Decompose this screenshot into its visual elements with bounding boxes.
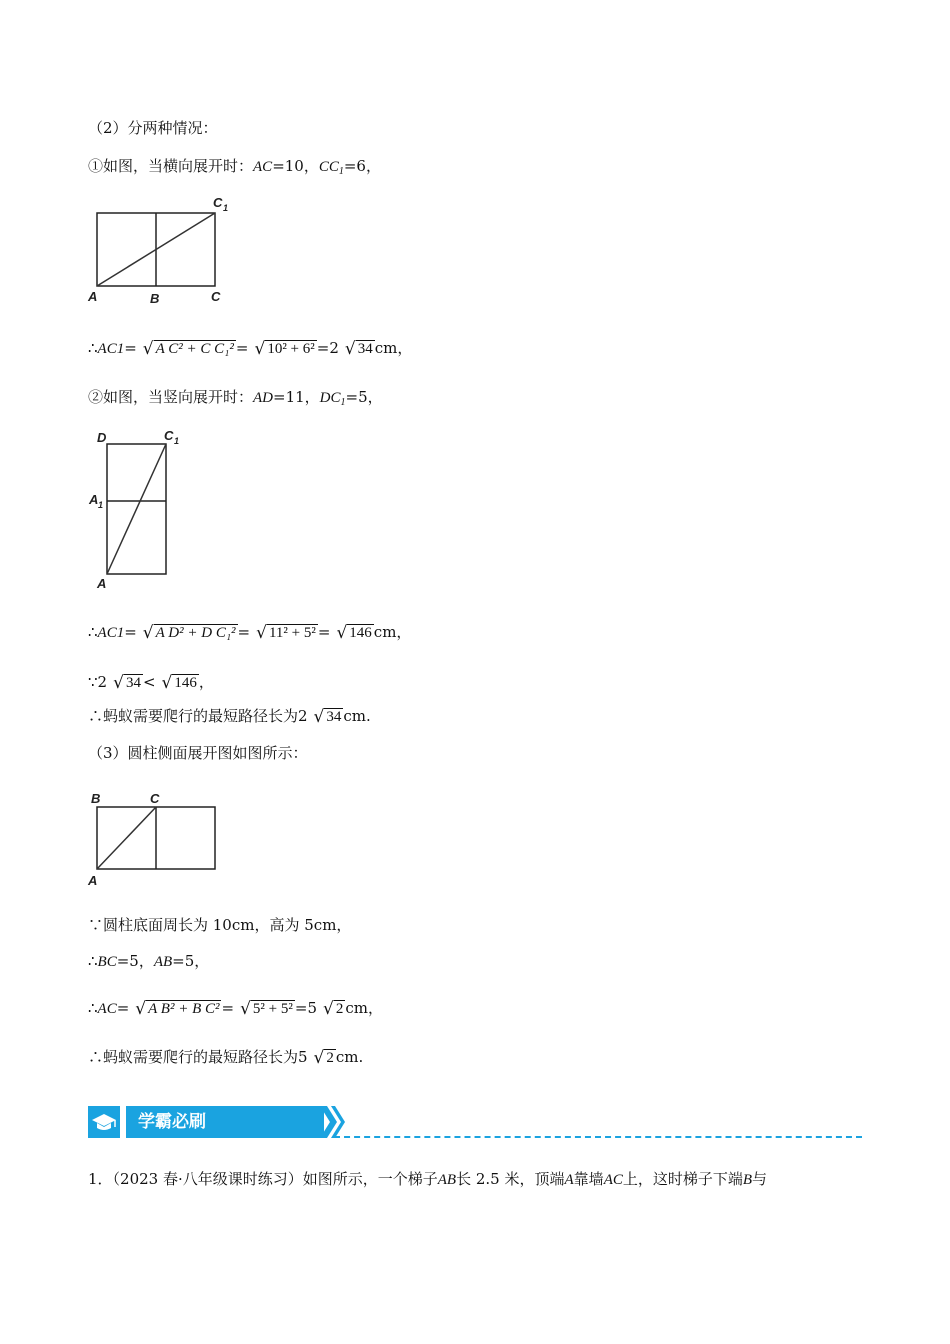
label-a1-sub: 1 bbox=[98, 500, 104, 510]
sqrt-5-5: √ 5² + 5² bbox=[240, 999, 293, 1019]
label-a1: A bbox=[89, 492, 99, 507]
sqrt-146-b: √ 146 bbox=[161, 673, 197, 693]
sqrt-34-b: √ 34 bbox=[113, 673, 141, 693]
problem-1: 1．（2023 春·八年级课时练习）如图所示，一个梯子AB长 2.5 米，顶端A靠墙AC上，这时梯子下端B与 bbox=[88, 1170, 768, 1188]
sqrt-ad2-dc12: √ A D² + D C₁² bbox=[142, 623, 236, 643]
horizontal-unfold-figure bbox=[86, 192, 246, 308]
section3-values: ∴BC=5，AB=5， bbox=[88, 952, 210, 970]
label-c: C bbox=[211, 289, 221, 304]
banner-title: 学霸必刷 bbox=[126, 1106, 324, 1138]
section3-heading: （3）圆柱侧面展开图如图所示： bbox=[88, 744, 308, 762]
label-a-3: A bbox=[88, 873, 98, 888]
label-c1: C bbox=[213, 195, 223, 210]
label-d: D bbox=[97, 430, 107, 445]
compare-line: ∵2 √ 34 < √ 146 ， bbox=[88, 673, 214, 693]
label-c1-2: C bbox=[164, 428, 174, 443]
section3-result: ∴AC= √ A B² + B C² = √ 5² + 5² =5 √ 2 cm， bbox=[88, 999, 383, 1019]
banner-dashed-line bbox=[334, 1136, 862, 1138]
label-c1-sub: 1 bbox=[223, 203, 229, 213]
label-c1-2-sub: 1 bbox=[174, 436, 180, 446]
label-a-2: A bbox=[97, 576, 107, 591]
graduation-cap-icon bbox=[88, 1106, 120, 1138]
case2-result: ∴AC1= √ A D² + D C₁² = √ 11² + 5² = √ 146 cm， bbox=[88, 623, 412, 643]
sqrt-11-5: √ 11² + 5² bbox=[256, 623, 316, 643]
sqrt-2-b: √ 2 bbox=[313, 1048, 334, 1068]
sqrt-2: √ 2 bbox=[323, 999, 344, 1019]
sqrt-34-c: √ 34 bbox=[313, 707, 342, 727]
sqrt-ab2-bc2: √ A B² + B C² bbox=[135, 999, 220, 1019]
label-b: B bbox=[150, 291, 160, 306]
case1-intro: ①如图，当横向展开时：AC=10，$CC_1=6$， bbox=[88, 157, 381, 177]
cylinder-unfold-figure bbox=[86, 788, 226, 890]
chevron-right-icon bbox=[320, 1106, 346, 1140]
label-c-3: C bbox=[150, 791, 160, 806]
section-banner bbox=[88, 1106, 862, 1140]
vertical-unfold-figure bbox=[86, 426, 196, 592]
sqrt-34: √ 34 bbox=[344, 339, 373, 359]
section3-given: ∵圆柱底面周长为 10cm，高为 5cm， bbox=[88, 916, 352, 934]
sqrt-ac2-cc12: √ A C² + C C₁² bbox=[142, 339, 234, 359]
sqrt-146: √ 146 bbox=[336, 623, 372, 643]
label-b-3: B bbox=[91, 791, 101, 806]
sqrt-10-6: √ 10² + 6² bbox=[254, 339, 315, 359]
section2-heading: （2）分两种情况： bbox=[88, 119, 218, 137]
section2-conclusion: ∴蚂蚁需要爬行的最短路径长为2 √ 34 cm. bbox=[88, 707, 371, 727]
section3-conclusion: ∴蚂蚁需要爬行的最短路径长为5 √ 2 cm. bbox=[88, 1048, 364, 1068]
case1-result: ∴AC1= √ A C² + C C₁² = √ 10² + 6² =2 √ 34 cm， bbox=[88, 339, 413, 359]
label-a: A bbox=[88, 289, 98, 304]
case2-intro: ②如图，当竖向展开时：AD=11，$DC_1=5$， bbox=[88, 388, 383, 408]
